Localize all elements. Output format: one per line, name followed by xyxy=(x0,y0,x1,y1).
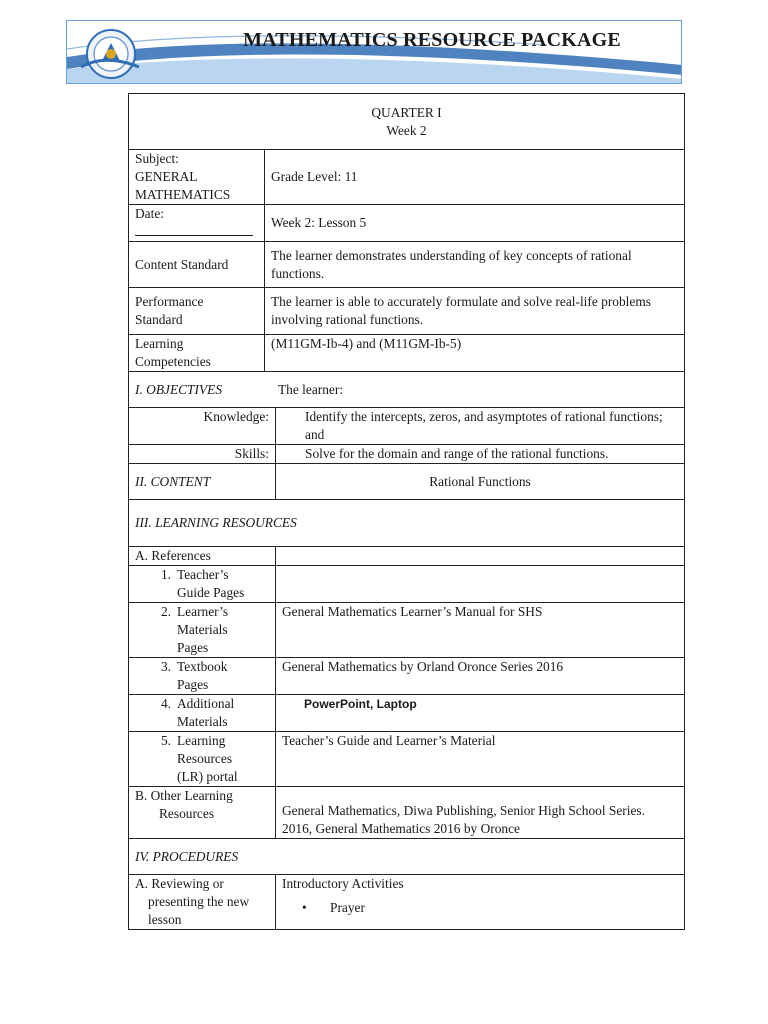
learning-competencies-label-line2: Competencies xyxy=(135,354,211,369)
resource-label-line1: Teacher’s xyxy=(177,567,229,582)
subject-value-line2: MATHEMATICS xyxy=(135,187,231,202)
resource-row-2 xyxy=(129,603,685,658)
reviewing-label-line3: lesson xyxy=(148,912,182,927)
performance-standard-label-line1: Performance xyxy=(135,294,204,309)
resource-value: Teacher’s Guide and Learner’s Material xyxy=(282,733,496,748)
quarter-heading: QUARTER I xyxy=(371,104,442,120)
resource-label-line1: Textbook xyxy=(177,659,228,674)
lesson-plan-table xyxy=(128,93,685,930)
resource-num: 1. xyxy=(160,567,171,582)
content-standard-row xyxy=(129,242,685,288)
references-row xyxy=(129,547,685,566)
resource-label-line2: Guide Pages xyxy=(177,585,245,600)
content-standard-text: The learner demonstrates understanding of key concepts of rational functions. xyxy=(271,247,632,281)
other-resources-text: General Mathematics, Diwa Publishing, Senior High School Series. 2016, General Mathematics 2016 by Oronce xyxy=(282,803,645,836)
other-resources-row xyxy=(129,787,685,839)
reviewing-label-line1: A. Reviewing or xyxy=(135,876,224,891)
skills-text: Solve for the domain and range of the rational functions. xyxy=(305,446,609,461)
resource-label-line3: (LR) portal xyxy=(177,769,238,784)
procedures-row xyxy=(129,839,685,875)
quarter-row xyxy=(129,94,685,150)
skills-label: Skills: xyxy=(234,446,269,461)
learning-resources-row xyxy=(129,500,685,547)
resource-row-3 xyxy=(129,658,685,695)
resource-num: 2. xyxy=(160,604,171,619)
resource-label-line2: Materials xyxy=(177,622,228,637)
reviewing-label-line2: presenting the new xyxy=(148,894,250,909)
resource-label-line2: Resources xyxy=(177,751,233,766)
objectives-intro: The learner: xyxy=(278,381,344,397)
resource-value: PowerPoint, Laptop xyxy=(304,697,417,711)
learning-competencies-label-line1: Learning xyxy=(135,336,184,351)
date-label: Date: xyxy=(135,206,164,221)
resource-value: General Mathematics by Orland Oronce Series 2016 xyxy=(282,659,564,674)
performance-standard-text: The learner is able to accurately formulate and solve real-life problems involving rational functions. xyxy=(271,294,651,327)
content-text: Rational Functions xyxy=(429,473,531,489)
references-label: A. References xyxy=(135,548,211,563)
resource-row-5 xyxy=(129,732,685,787)
resource-value: General Mathematics Learner’s Manual for SHS xyxy=(282,604,543,619)
date-row xyxy=(129,205,685,242)
knowledge-row xyxy=(129,408,685,445)
learning-competencies-text: (M11GM-Ib-4) and (M11GM-Ib-5) xyxy=(271,336,462,351)
resource-row-1 xyxy=(129,566,685,603)
other-resources-label-line1: B. Other Learning xyxy=(135,788,233,803)
objectives-row xyxy=(129,372,685,408)
resource-label-line1: Additional xyxy=(177,696,235,711)
grade-level: Grade Level: 11 xyxy=(271,169,358,184)
learning-competencies-row xyxy=(129,335,685,372)
bullet-prayer: Prayer xyxy=(330,900,365,915)
reviewing-row xyxy=(129,875,685,930)
resource-label-line1: Learner’s xyxy=(177,604,229,619)
subject-label: Subject: xyxy=(135,151,179,166)
learning-resources-label: III. LEARNING RESOURCES xyxy=(135,515,297,530)
resource-label-line2: Pages xyxy=(177,677,209,692)
subject-value-line1: GENERAL xyxy=(135,169,198,184)
intro-activities-label: Introductory Activities xyxy=(282,876,404,891)
objectives-label: I. OBJECTIVES xyxy=(135,381,223,397)
header-banner xyxy=(66,20,682,84)
date-blank-line xyxy=(135,225,253,236)
content-row xyxy=(129,464,685,500)
other-resources-label-line2: Resources xyxy=(159,806,215,821)
content-standard-label: Content Standard xyxy=(135,256,229,272)
week-heading: Week 2 xyxy=(386,122,427,138)
page-title: MATHEMATICS RESOURCE PACKAGE xyxy=(243,29,621,51)
content-label: II. CONTENT xyxy=(135,473,211,489)
skills-row xyxy=(129,445,685,464)
performance-standard-label-line2: Standard xyxy=(135,312,183,327)
resource-label-line2: Materials xyxy=(177,714,228,729)
knowledge-text: Identify the intercepts, zeros, and asymptotes of rational functions; and xyxy=(305,409,663,442)
lesson-label: Week 2: Lesson 5 xyxy=(271,215,367,230)
resource-label-line1: Learning xyxy=(177,733,226,748)
resource-num: 4. xyxy=(160,696,171,711)
resource-label-line3: Pages xyxy=(177,640,209,655)
resource-row-4 xyxy=(129,695,685,732)
resource-num: 5. xyxy=(160,733,171,748)
knowledge-label: Knowledge: xyxy=(203,409,269,424)
deped-seal-icon xyxy=(69,27,139,81)
resource-num: 3. xyxy=(160,659,171,674)
bullet-icon: • xyxy=(302,900,307,915)
subject-row xyxy=(129,150,685,205)
performance-standard-row xyxy=(129,288,685,335)
procedures-label: IV. PROCEDURES xyxy=(135,848,239,864)
